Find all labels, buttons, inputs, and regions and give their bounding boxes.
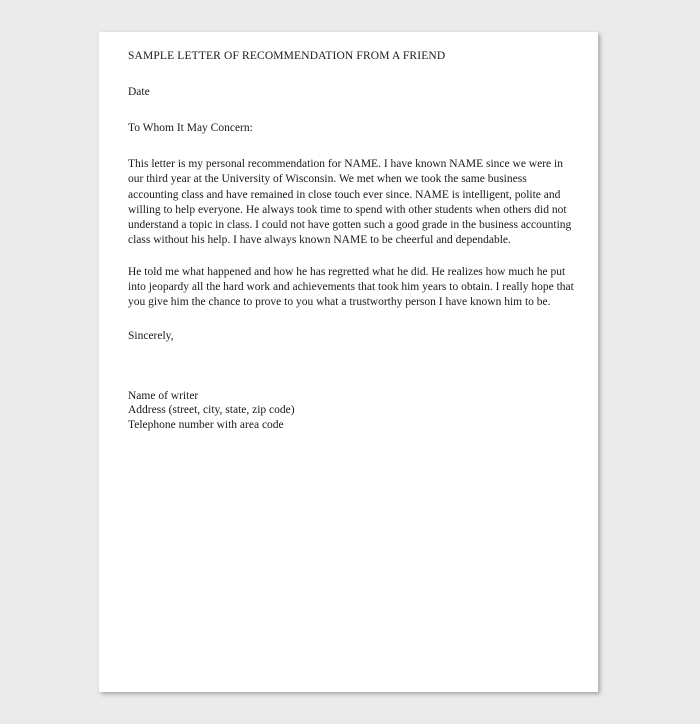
- spacer-title-date: [128, 64, 577, 85]
- body-paragraph-2: He told me what happened and how he has regretted what he did. He realizes how much he put into jeopardy all the hard work and achievements that took him years to obtain. I really hope that you give him the chance to prove to you what a trustworthy person I have known him to be.: [128, 265, 574, 309]
- date-line: Date: [128, 86, 150, 98]
- spacer-body-closing: [128, 311, 577, 329]
- signature-telephone-line: Telephone number with area code: [128, 418, 284, 431]
- signature-address-line: Address (street, city, state, zip code): [128, 404, 295, 417]
- signature-space: [128, 344, 577, 389]
- letter-content: [128, 49, 577, 432]
- letter-page: [99, 32, 598, 692]
- spacer-date-salutation: [128, 100, 577, 121]
- body-paragraph-1: This letter is my personal recommendation for NAME. I have known NAME since we were in our third year at the University of Wisconsin. We met when we took the same business accounting class and have remained in close touch ever since. NAME is intelligent, polite and willing to help everyone. He always took time to spend with other students when others did not understand a topic in class. I could not have gotten such a good grade in the business accounting class without his help. I have always known NAME to be cheerful and dependable.: [128, 158, 572, 247]
- salutation-line: To Whom It May Concern:: [128, 122, 253, 134]
- closing-line: Sincerely,: [128, 329, 174, 342]
- signature-name-line: Name of writer: [128, 389, 199, 402]
- spacer-between-paragraphs: [128, 249, 577, 265]
- spacer-salutation-body: [128, 136, 577, 157]
- page-title: SAMPLE LETTER OF RECOMMENDATION FROM A FRIEND: [128, 50, 446, 62]
